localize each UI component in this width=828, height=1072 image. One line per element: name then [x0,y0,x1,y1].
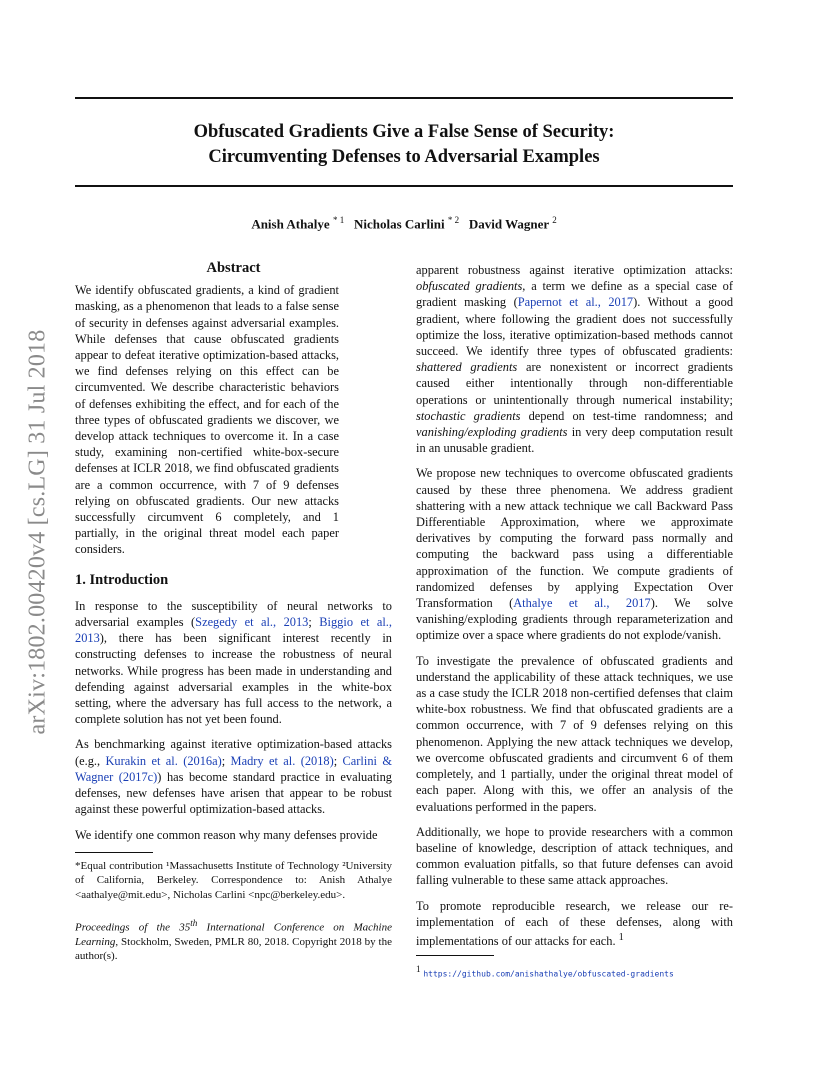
url-footnote: $^1$ https://github.com/anishathalye/obfuscated-gradients [416,964,674,979]
citation-link[interactable]: Kurakin et al. [105,753,178,768]
intro-paragraph: In response to the susceptibility of neural networks to adversarial examples (Szegedy et al., 2013; Biggio et al., 2013), there has been significant interest recently in constructing defenses to increase the robustness of neural networks. While progress has been made in understanding and defending against adversarial examples in the white-box setting, where the adversary has full access to the network, a complete solution has not yet been found. [75,598,392,727]
paper-title [75,120,733,170]
citation-link[interactable]: Papernot et al., 2017 [517,295,634,310]
top-rule [75,97,733,99]
title-line-1: Obfuscated Gradients Give a False Sense of Security: [193,122,615,142]
citation-year-link[interactable]: (2016a) [183,753,222,768]
title-line-2: Circumventing Defenses to Adversarial Examples [208,147,600,167]
citation-link[interactable]: Szegedy et al., 2013 [195,615,309,630]
body-paragraph: Additionally, we hope to provide researchers with a common baseline of knowledge, description of attack techniques, and common evaluation pitfalls, so that future defenses can avoid falling vulnerable to these same attack approaches. [416,824,733,888]
intro-paragraph: As benchmarking against iterative optimization-based attacks (e.g., Kurakin et al. (2016a); Madry et al. (2018); Carlini & Wagner (2017c)) has become standard practice in evaluating defenses, new defenses have arisen that appear to be robust against these powerful optimization-based attacks. [75,737,392,817]
body-paragraph: To investigate the prevalence of obfuscated gradients and understand the applicability of these attack techniques, we use as a case study the ICLR 2018 non-certified defenses that claim white-box robustness. We find that obfuscated gradients are a common occurrence, with 7 of 9 defenses relying on this phenomenon. Applying the new attack techniques we develop, we overcome obfuscated gradients and circumvent 6 of them completely, and 1 partially, under the original threat model of each paper. Along with this, we offer an analysis of the evaluations performed in the papers. [416,653,733,814]
abstract-heading: Abstract [206,260,261,276]
author-affiliation-mark: * 2 [447,215,460,225]
author-list [75,215,733,232]
title-bottom-rule [75,185,733,187]
arxiv-identifier: arXiv:1802.00420v4 [cs.LG] 31 Jul 2018 [24,329,51,735]
right-column [416,262,733,990]
citation-link[interactable]: Biggio et al., 2013 [75,615,392,646]
citation-year-link[interactable]: (2018) [300,753,334,768]
section-heading-introduction: 1. Introduction [75,571,169,588]
author-name: David Wagner [468,216,549,232]
citation-link[interactable]: Athalye et al., 2017 [513,596,651,611]
body-paragraph: We propose new techniques to overcome obfuscated gradients caused by these three phenomena. We address gradient shattering with a new attack technique we call Backward Pass Differentiable Approximation, where we approximate derivatives by computing the forward pass normally and computing the backward pass using a differentiable approximation of the function. We compute gradients of randomized defenses by applying Expectation Over Transformation (Athalye et al., 2017). We solve vanishing/exploding gradients through reparameterization and optimize over a space where gradients do not explode/vanish. [416,466,733,643]
proceedings-note: Proceedings of the 35th International Conference on Machine Learning, Stockholm, Sweden, PMLR 80, 2018. Copyright 2018 by the author(s). [75,918,392,962]
footnote-rule [75,852,153,853]
affiliation-footnote: *Equal contribution ¹Massachusetts Institute of Technology ²University of California, Berkeley. Correspondence to: Anish Athalye <aathalye@mit.edu>, Nicholas Carlini <npc@berkeley.edu>. [75,859,392,901]
citation-year-link[interactable]: (2017c) [118,769,158,784]
footnote-rule [416,955,494,956]
citation-link[interactable]: Madry et al. [230,753,296,768]
body-paragraph: apparent robustness against iterative optimization attacks: obfuscated gradients, a term we define as a special case of gradient masking (Papernot et al., 2017). Without a good gradient, where following the gradient does not successfully optimize the loss, iterative optimization-based methods cannot succeed. We identify three types of obfuscated gradients: shattered gradients are nonexistent or incorrect gradients caused either intentionally through non-differentiable operations or unintentionally through numerical instability; stochastic gradients depend on test-time randomness; and vanishing/exploding gradients in very deep computation result in an unusable gradient. [416,263,734,456]
footnote-url-link[interactable]: https://github.com/anishathalye/obfuscated-gradients [423,969,674,979]
author-name: Nicholas Carlini [353,216,445,232]
intro-paragraph: We identify one common reason why many defenses provide [75,827,378,842]
footnote-marker[interactable]: 1 [618,931,624,943]
body-paragraph: To promote reproducible research, we release our re-implementation of each of these defenses, along with implementations of our attacks for each. $^1$ [416,898,733,949]
author-affiliation-mark: 2 [552,215,557,225]
author-name: Anish Athalye [251,216,330,232]
left-column [75,260,392,963]
abstract-text: We identify obfuscated gradients, a kind of gradient masking, as a phenomenon that leads to a false sense of security in defenses against adversarial examples. While defenses that cause obfuscated gradients appear to defeat iterative optimization-based attacks, we find defenses relying on this effect can be circumvented. We describe characteristic behaviors of defenses exhibiting the effect, and for each of the three types of obfuscated gradients we discover, we develop attack techniques to overcome it. In a case study, examining non-certified white-box-secure defenses at ICLR 2018, we find obfuscated gradients are a common occurrence, with 7 of 9 defenses relying on obfuscated gradients. Our new attacks successfully circumvent 6 completely, and 1 partially, in the original threat model each paper considers. [75,283,339,557]
author-affiliation-mark: * 1 [332,215,345,225]
citation-link[interactable]: Carlini & Wagner [75,753,392,784]
